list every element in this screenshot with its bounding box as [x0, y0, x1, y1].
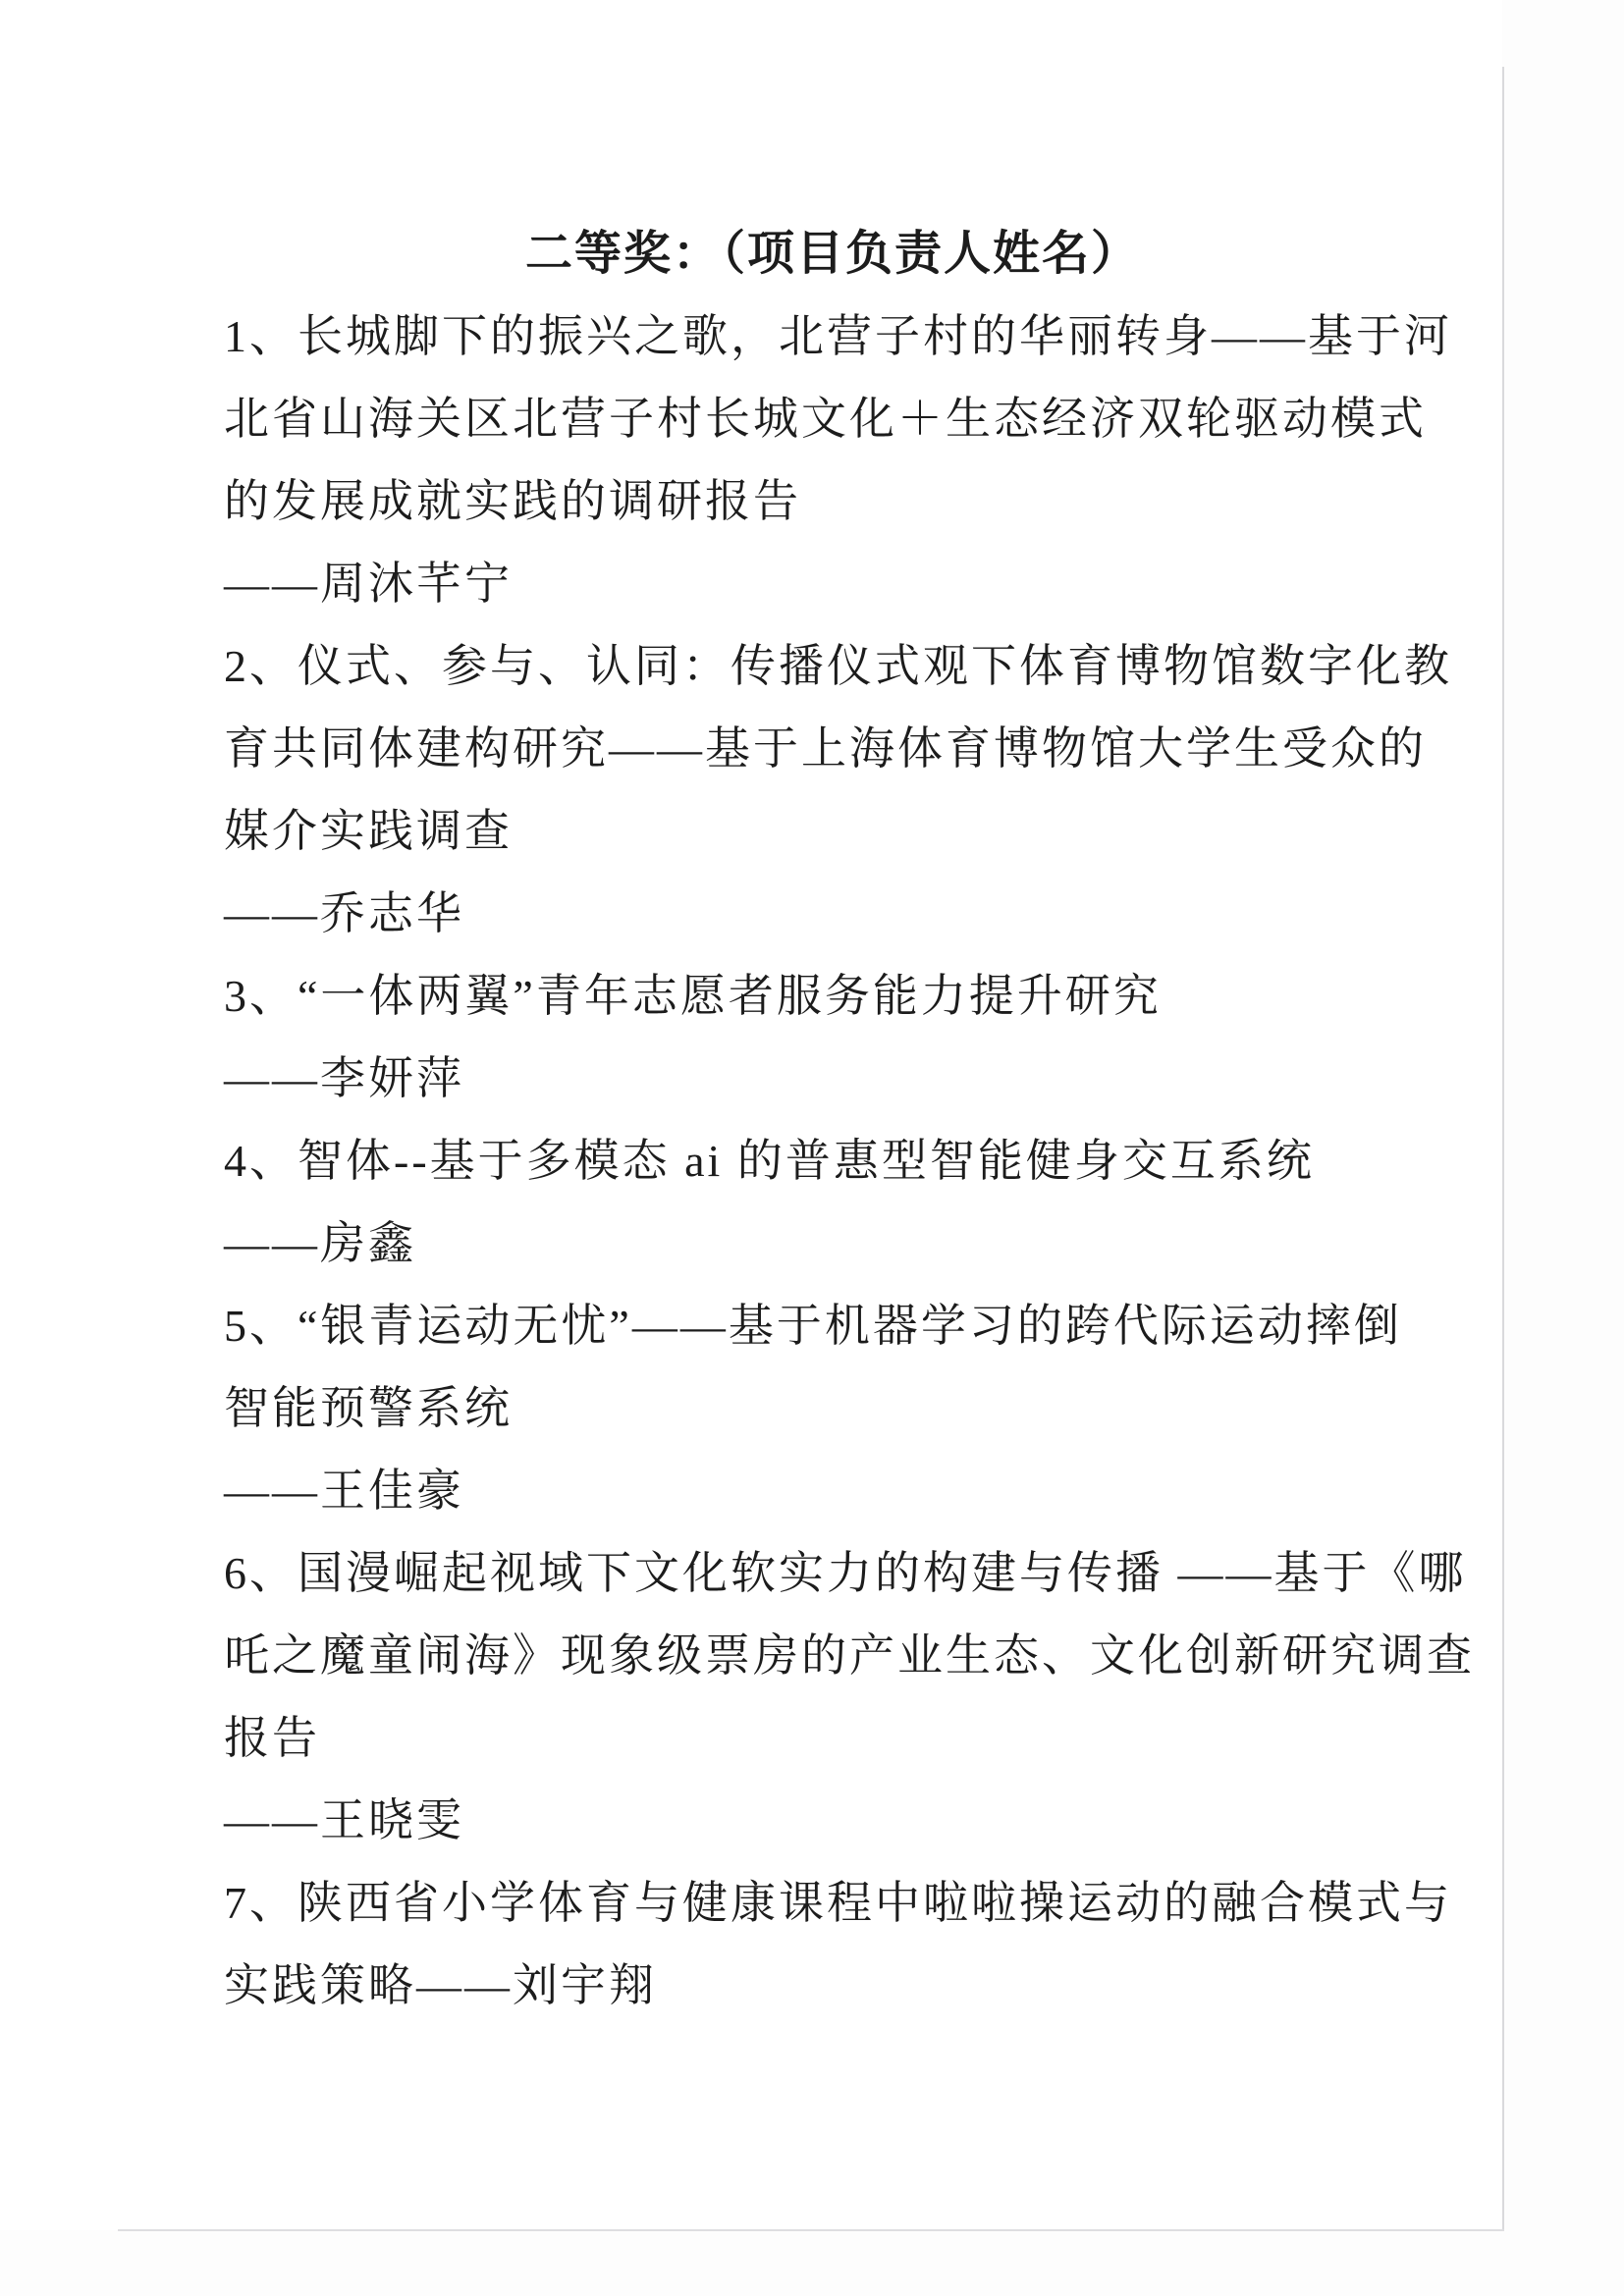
entry-7-line-2: 实践策略——刘宇翔	[224, 1960, 657, 2010]
entry-1-line-1: 1、长城脚下的振兴之歌，北营子村的华丽转身——基于河	[224, 311, 1452, 361]
entry-2-line-1: 2、仪式、参与、认同：传播仪式观下体育博物馆数字化教	[224, 641, 1452, 691]
entry-4-leader: ——房鑫	[224, 1218, 416, 1268]
entry-5-line-1: 5、“银青运动无忧”——基于机器学习的跨代际运动摔倒	[224, 1301, 1402, 1351]
page-right-edge	[1502, 67, 1504, 2231]
entry-1-leader: ——周沐芊宁	[224, 559, 513, 609]
entry-2-line-2: 育共同体建构研究——基于上海体育博物馆大学生受众的	[224, 723, 1427, 774]
entry-5-leader: ——王佳豪	[224, 1466, 464, 1516]
entry-5-line-2: 智能预警系统	[224, 1383, 513, 1433]
entry-6-line-1: 6、国漫崛起视域下文化软实力的构建与传播 ——基于《哪	[224, 1548, 1467, 1598]
entry-2-leader: ——乔志华	[224, 888, 464, 938]
entry-3-line-1: 3、“一体两翼”青年志愿者服务能力提升研究	[224, 971, 1162, 1021]
page-bottom-edge	[118, 2229, 1504, 2231]
award-list	[224, 213, 1475, 2027]
entry-3-leader: ——李妍萍	[224, 1053, 464, 1103]
entry-6-leader: ——王晓雯	[224, 1795, 464, 1845]
entry-6-line-3: 报告	[224, 1713, 320, 1763]
entry-7-line-1: 7、陕西省小学体育与健康课程中啦啦操运动的融合模式与	[224, 1878, 1452, 1928]
section-title: 二等奖：（项目负责人姓名）	[524, 228, 1140, 280]
entry-1-line-3: 的发展成就实践的调研报告	[224, 476, 801, 526]
entry-2-line-3: 媒介实践调查	[224, 806, 513, 856]
entry-4-line-1: 4、智体--基于多模态 ai 的普惠型智能健身交互系统	[224, 1136, 1315, 1186]
entry-1-line-2: 北省山海关区北营子村长城文化＋生态经济双轮驱动模式	[224, 394, 1427, 444]
entry-6-line-2: 吒之魔童闹海》现象级票房的产业生态、文化创新研究调查	[224, 1630, 1475, 1681]
